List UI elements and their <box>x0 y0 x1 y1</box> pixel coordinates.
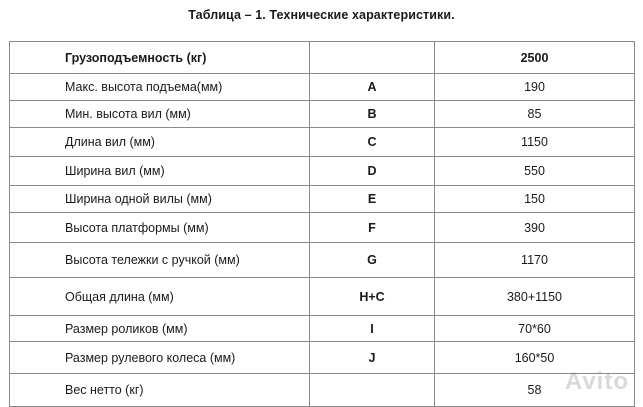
spec-value: 390 <box>435 213 635 243</box>
table-row <box>10 128 635 157</box>
table-row <box>10 278 635 316</box>
table-caption: Таблица – 1. Технические характеристики. <box>188 8 455 22</box>
spec-name: Размер роликов (мм) <box>10 316 310 342</box>
avito-watermark: Avito <box>564 368 629 395</box>
spec-value: 1170 <box>435 243 635 278</box>
spec-name: Ширина одной вилы (мм) <box>10 186 310 213</box>
table-row <box>10 342 635 374</box>
table-row <box>10 186 635 213</box>
spec-code <box>310 374 435 407</box>
spec-value: 85 <box>435 101 635 128</box>
spec-name: Размер рулевого колеса (мм) <box>10 342 310 374</box>
spec-code: G <box>310 243 435 278</box>
spec-value: 1150 <box>435 128 635 157</box>
spec-code: H+C <box>310 278 435 316</box>
table-row <box>10 243 635 278</box>
spec-code: J <box>310 342 435 374</box>
spec-code: F <box>310 213 435 243</box>
spec-value: 58 <box>435 374 635 407</box>
spec-code: D <box>310 157 435 186</box>
spec-code: C <box>310 128 435 157</box>
table-row <box>10 157 635 186</box>
table-row <box>10 101 635 128</box>
spec-code: B <box>310 101 435 128</box>
spec-name: Вес нетто (кг) <box>10 374 310 407</box>
specifications-table <box>9 41 635 407</box>
spec-code <box>310 42 435 74</box>
spec-name: Макс. высота подъема(мм) <box>10 74 310 101</box>
spec-name: Высота платформы (мм) <box>10 213 310 243</box>
spec-value: 150 <box>435 186 635 213</box>
spec-value: 380+1150 <box>435 278 635 316</box>
spec-name: Мин. высота вил (мм) <box>10 101 310 128</box>
spec-value: 190 <box>435 74 635 101</box>
spec-value: 160*50 <box>435 342 635 374</box>
table-row <box>10 374 635 407</box>
table-row <box>10 316 635 342</box>
spec-name: Высота тележки с ручкой (мм) <box>10 243 310 278</box>
spec-name: Общая длина (мм) <box>10 278 310 316</box>
spec-name: Ширина вил (мм) <box>10 157 310 186</box>
spec-code: A <box>310 74 435 101</box>
table-row <box>10 74 635 101</box>
spec-value: 2500 <box>435 42 635 74</box>
spec-code: I <box>310 316 435 342</box>
spec-name: Грузоподъемность (кг) <box>10 42 310 74</box>
spec-value: 70*60 <box>435 316 635 342</box>
table-row <box>10 42 635 74</box>
spec-code: E <box>310 186 435 213</box>
spec-name: Длина вил (мм) <box>10 128 310 157</box>
spec-value: 550 <box>435 157 635 186</box>
table-row <box>10 213 635 243</box>
